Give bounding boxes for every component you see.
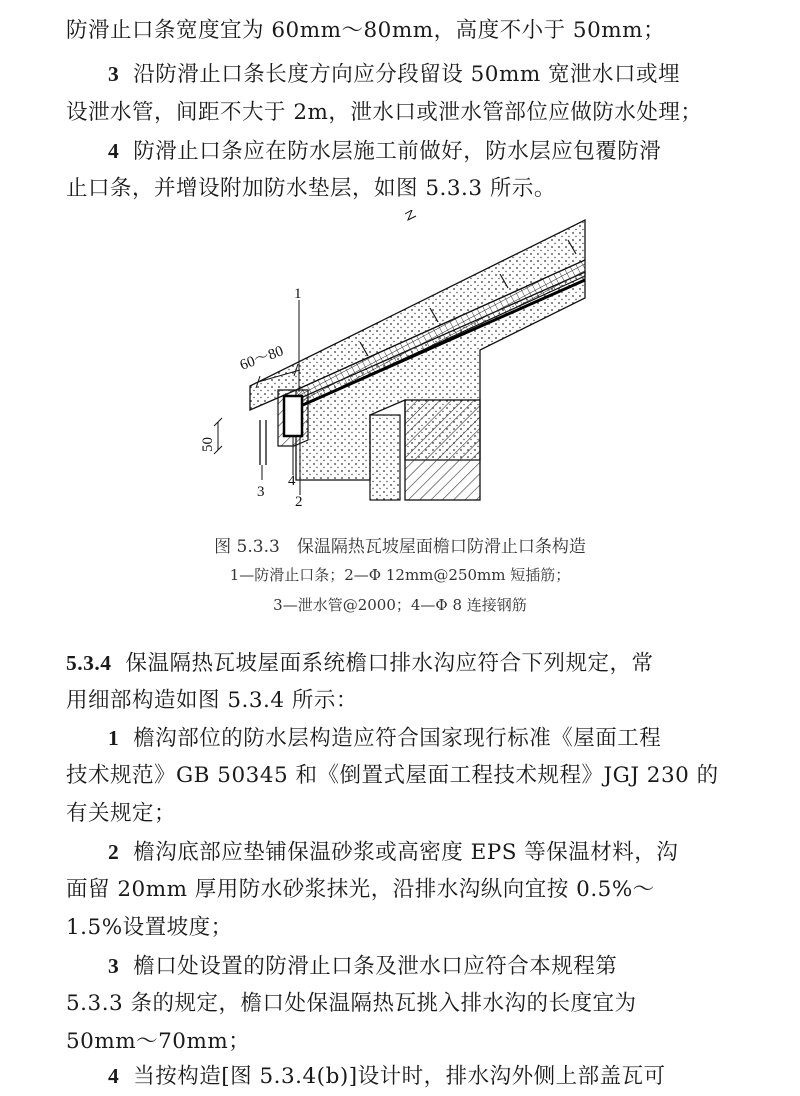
text-line: 技术规范》GB 50345 和《倒置式屋面工程技术规程》JGJ 230 的 <box>66 763 719 788</box>
list-item <box>108 136 800 167</box>
list-item <box>108 59 800 90</box>
list-item <box>108 1061 800 1092</box>
text-line: 50mm～70mm； <box>66 1029 251 1054</box>
item-number: 1 <box>108 726 120 750</box>
figure-caption: 图 5.3.3 保温隔热瓦坡屋面檐口防滑止口条构造 <box>214 537 586 557</box>
dimension-width-label: 60～80 <box>237 343 286 374</box>
list-item <box>108 723 800 754</box>
label-1: 1 <box>294 286 302 302</box>
text-line: 檐沟底部应垫铺保温砂浆或高密度 EPS 等保温材料，沟 <box>133 840 679 865</box>
section-number: 5.3.4 <box>66 651 112 675</box>
item-number: 3 <box>108 62 120 86</box>
label-3: 3 <box>257 484 265 500</box>
text-line: 止口条，并增设附加防水垫层，如图 5.3.3 所示。 <box>66 176 556 201</box>
item-number: 4 <box>108 139 120 163</box>
text-line: 当按构造[图 5.3.4(b)]设计时，排水沟外侧上部盖瓦可 <box>133 1064 666 1089</box>
text-line: 设泄水管，间距不大于 2m，泄水口或泄水管部位应做防水处理； <box>66 100 703 125</box>
text-line: 有关规定； <box>66 801 177 826</box>
text-line: 1.5%设置坡度； <box>66 915 233 940</box>
text-line: 檐口处设置的防滑止口条及泄水口应符合本规程第 <box>133 954 618 979</box>
wall-hatched <box>405 400 480 500</box>
item-number: 4 <box>108 1064 120 1088</box>
section-heading <box>66 648 800 679</box>
text-line: 防滑止口条应在防水层施工前做好，防水层应包覆防滑 <box>133 139 662 164</box>
list-item <box>108 837 800 868</box>
text-line: 保温隔热瓦坡屋面系统檐口排水沟应符合下列规定，常 <box>125 651 654 676</box>
text-line: 沿防滑止口条长度方向应分段留设 50mm 宽泄水口或埋 <box>133 62 681 87</box>
text-line: 防滑止口条宽度宜为 60mm～80mm，高度不小于 50mm； <box>66 18 666 43</box>
figure-note: 3—泄水管@2000；4—Φ 8 连接钢筋 <box>273 596 527 614</box>
item-number: 3 <box>108 954 120 978</box>
text-line: 5.3.3 条的规定，檐口处保温隔热瓦挑入排水沟的长度宜为 <box>66 991 637 1016</box>
item-number: 2 <box>108 840 120 864</box>
label-2: 2 <box>295 494 303 510</box>
text-line: 面留 20mm 厚用防水砂浆抹光，沿排水沟纵向宜按 0.5%～ <box>66 877 655 902</box>
figure-note: 1—防滑止口条；2—Φ 12mm@250mm 短插筋； <box>229 566 571 584</box>
list-item <box>108 951 800 982</box>
text-line: 用细部构造如图 5.3.4 所示： <box>66 688 358 713</box>
text-line: 檐沟部位的防水层构造应符合国家现行标准《屋面工程 <box>133 726 662 751</box>
dimension-height-label: 50 <box>200 437 216 452</box>
eave-detail-drawing <box>200 210 610 510</box>
label-4: 4 <box>288 473 296 489</box>
